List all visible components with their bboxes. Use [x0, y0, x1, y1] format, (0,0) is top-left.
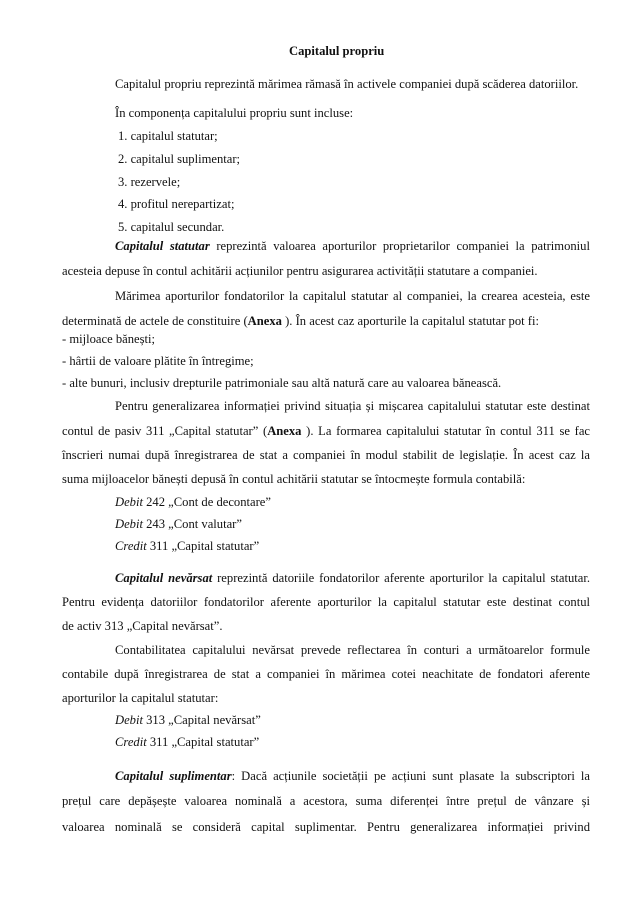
bullet-item: - alte bunuri, inclusiv drepturile patrimoniale sau altă natură care au valoarea bănească.: [62, 376, 502, 390]
nevarsat-paragraph-line: aporturilor la capitalul statutar:: [62, 691, 219, 705]
list-item: 3. rezervele;: [118, 175, 181, 189]
list-item: 4. profitul nerepartizat;: [118, 197, 235, 211]
statutar-paragraph-line: Pentru generalizarea informației privind situația și mișcarea capitalului statutar este destinat: [115, 399, 590, 413]
list-item: 2. capitalul suplimentar;: [118, 152, 241, 166]
term-capitalul-statutar: Capitalul statutar: [115, 239, 210, 253]
bullet-item: - hârtii de valoare plătite în întregime;: [62, 354, 254, 368]
suplimentar-paragraph-line: valoarea nominală se consideră capital suplimentar. Pentru generalizarea informației privind: [62, 820, 590, 834]
text-span: reprezintă datoriile fondatorilor aferente aporturilor la capitalul statutar.: [217, 571, 590, 585]
entry-label: Debit: [115, 517, 143, 531]
bullet-item: - mijloace bănești;: [62, 332, 156, 346]
term-capitalul-suplimentar: Capitalul suplimentar: [115, 769, 232, 783]
intro-list-heading: În componența capitalului propriu sunt incluse:: [115, 106, 354, 120]
list-item: 5. capitalul secundar.: [118, 220, 225, 234]
text-span: reprezintă valoarea aporturilor proprietarilor companiei la patrimoniul: [216, 239, 590, 253]
text-span: determinată de actele de constituire (: [62, 314, 248, 328]
statutar-paragraph-line: acesteia depuse în contul achitării acțiunilor pentru asigurarea activității statutare a companiei.: [62, 264, 538, 278]
term-capitalul-nevarsat: Capitalul nevărsat: [115, 571, 213, 585]
intro-paragraph: Capitalul propriu reprezintă mărimea rămasă în activele companiei după scăderea datoriilor.: [115, 77, 579, 91]
text-span: contul de pasiv 311 „Capital statutar” (: [62, 424, 268, 438]
suplimentar-paragraph-line: [115, 768, 590, 784]
entry-label: Debit: [115, 495, 143, 509]
accounting-entry: [115, 712, 261, 728]
entry-label: Credit: [115, 735, 147, 749]
text-span: ). În acest caz aporturile la capitalul statutar pot fi:: [281, 314, 539, 328]
annex-reference: Anexa: [267, 424, 302, 438]
accounting-entry: [115, 494, 271, 510]
annex-reference: Anexa: [247, 314, 282, 328]
entry-account: 311 „Capital statutar”: [146, 735, 260, 749]
page-title: Capitalul propriu: [289, 44, 385, 58]
statutar-paragraph-line: Mărimea aporturilor fondatorilor la capitalul statutar al companiei, la crearea acesteia, este: [115, 289, 590, 303]
text-span: : Dacă acțiunile societății pe acțiuni sunt plasate la subscriptori la: [231, 769, 590, 783]
statutar-paragraph-line: suma mijloacelor bănești depusă în contul achitării statutar se întocmește formula contabilă:: [62, 472, 526, 486]
entry-account: 311 „Capital statutar”: [146, 539, 260, 553]
accounting-entry: [115, 516, 242, 532]
entry-label: Credit: [115, 539, 147, 553]
nevarsat-paragraph-line: Contabilitatea capitalului nevărsat prevede reflectarea în conturi a următoarelor formule: [115, 643, 590, 657]
list-item: 1. capitalul statutar;: [118, 129, 218, 143]
nevarsat-paragraph-line: [115, 570, 590, 586]
nevarsat-paragraph-line: contabile după înregistrarea de stat a companiei în mărimea cotei neachitate de fondatori aferente: [62, 667, 590, 681]
nevarsat-paragraph-line: de activ 313 „Capital nevărsat”.: [62, 619, 223, 633]
entry-account: 313 „Capital nevărsat”: [142, 713, 261, 727]
entry-account: 243 „Cont valutar”: [142, 517, 242, 531]
nevarsat-paragraph-line: Pentru evidența datoriilor fondatorilor aferente aporturilor la capitalul statutar este destinat contul: [62, 595, 590, 609]
statutar-paragraph-line: [115, 238, 590, 254]
entry-account: 242 „Cont de decontare”: [142, 495, 271, 509]
accounting-entry: [115, 538, 259, 554]
entry-label: Debit: [115, 713, 143, 727]
statutar-paragraph-line: [62, 423, 590, 439]
suplimentar-paragraph-line: prețul care depășește valoarea nominală a acestora, suma diferenței între prețul de vânzare și: [62, 794, 590, 808]
statutar-paragraph-line: [62, 313, 539, 329]
text-span: ). La formarea capitalului statutar în contul 311 se fac: [301, 424, 590, 438]
accounting-entry: [115, 734, 259, 750]
statutar-paragraph-line: înscrieri numai după înregistrarea de stat a companiei în modul stabilit de legislație. În acest caz la: [62, 448, 590, 462]
